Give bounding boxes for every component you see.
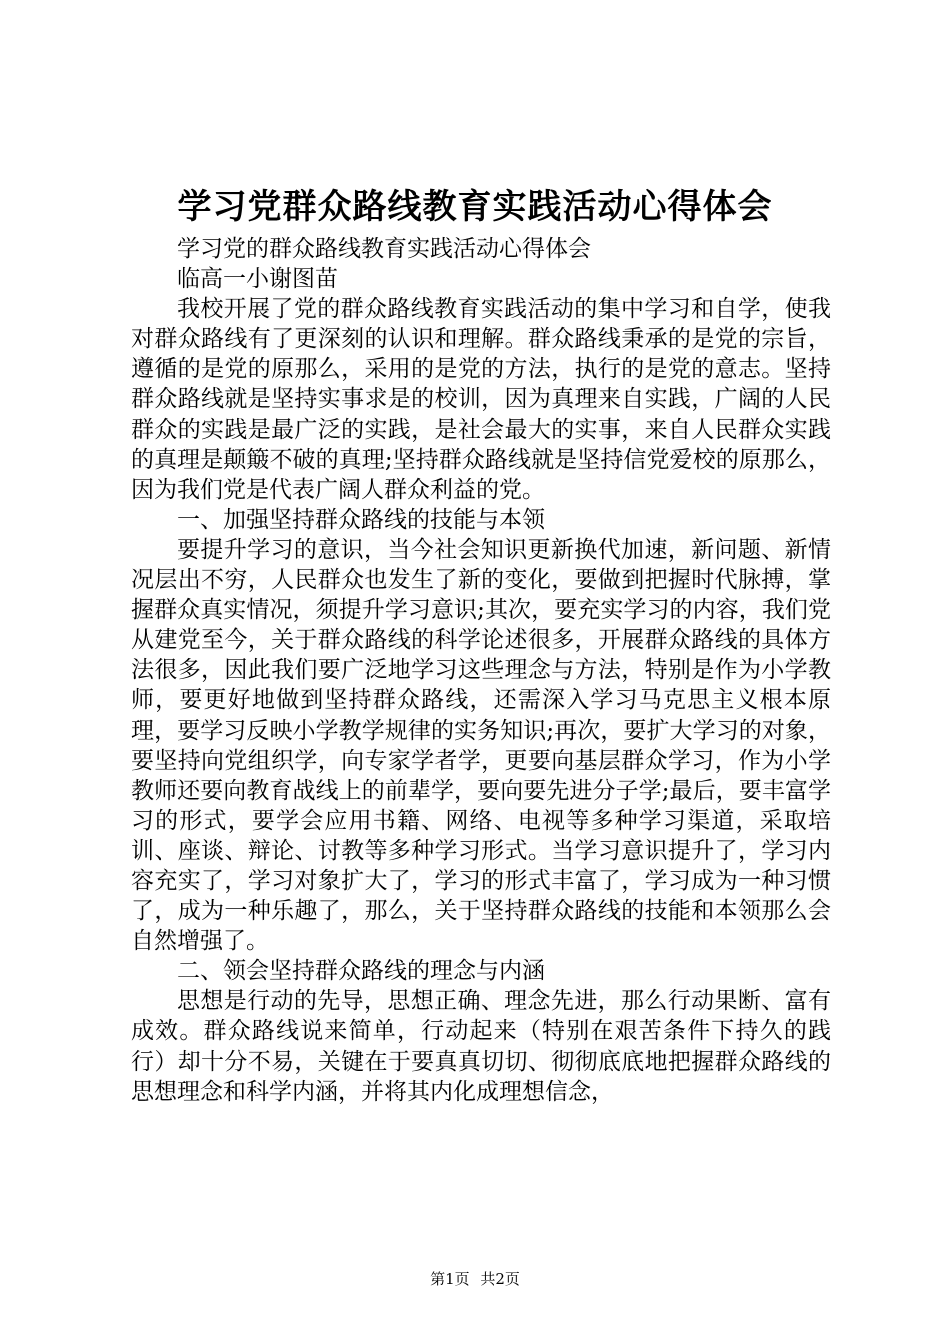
paragraph-intro: 我校开展了党的群众路线教育实践活动的集中学习和自学，使我对群众路线有了更深刻的认识和理解。群众路线秉承的是党的宗旨，遵循的是党的原那么，采用的是党的方法，执行的是党的意志。坚持群众路线就是坚持实事求是的校训，因为真理来自实践，广阔的人民群众的实践是最广泛的实践，是社会最大的实事，来自人民群众实践的真理是颠簸不破的真理;坚持群众路线就是坚持信党爱校的原那么，因为我们党是代表广阔人群众利益的党。 (131, 296, 831, 503)
page-total: 共2页 (480, 1270, 520, 1288)
page-footer (0, 1268, 950, 1289)
document-body (131, 234, 831, 1107)
paragraph-section-2: 思想是行动的先导，思想正确、理念先进，那么行动果断、富有成效。群众路线说来简单，行动起来（特别在艰苦条件下持久的践行）却十分不易，关键在于要真真切切、彻彻底底地把握群众路线的思想理念和科学内涵，并将其内化成理想信念， (131, 988, 831, 1105)
author-line: 临高一小谢图苗 (177, 266, 338, 293)
page-number: 第1页 (430, 1270, 470, 1288)
subtitle: 学习党的群众路线教育实践活动心得体会 (177, 236, 591, 262)
section-heading-1: 一、加强坚持群众路线的技能与本领 (177, 506, 545, 533)
document-title: 学习党群众路线教育实践活动心得体会 (177, 187, 773, 227)
paragraph-section-1: 要提升学习的意识，当今社会知识更新换代加速，新问题、新情况层出不穷，人民群众也发生了新的变化，要做到把握时代脉搏，掌握群众真实情况，须提升学习意识;其次，要充实学习的内容，我们党从建党至今，关于群众路线的科学论述很多，开展群众路线的具体方法很多，因此我们要广泛地学习这些理念与方法，特别是作为小学教师，要更好地做到坚持群众路线，还需深入学习马克思主义根本原理，要学习反映小学教学规律的实务知识;再次，要扩大学习的对象，要坚持向党组织学，向专家学者学，更要向基层群众学习，作为小学教师还要向教育战线上的前辈学，要向要先进分子学;最后，要丰富学习的形式，要学会应用书籍、网络、电视等多种学习渠道，采取培训、座谈、辩论、讨教等多种学习形式。当学习意识提升了，学习内容充实了，学习对象扩大了，学习的形式丰富了，学习成为一种习惯了，成为一种乐趣了，那么，关于坚持群众路线的技能和本领那么会自然增强了。 (131, 536, 831, 955)
section-heading-2: 二、领会坚持群众路线的理念与内涵 (177, 958, 545, 985)
